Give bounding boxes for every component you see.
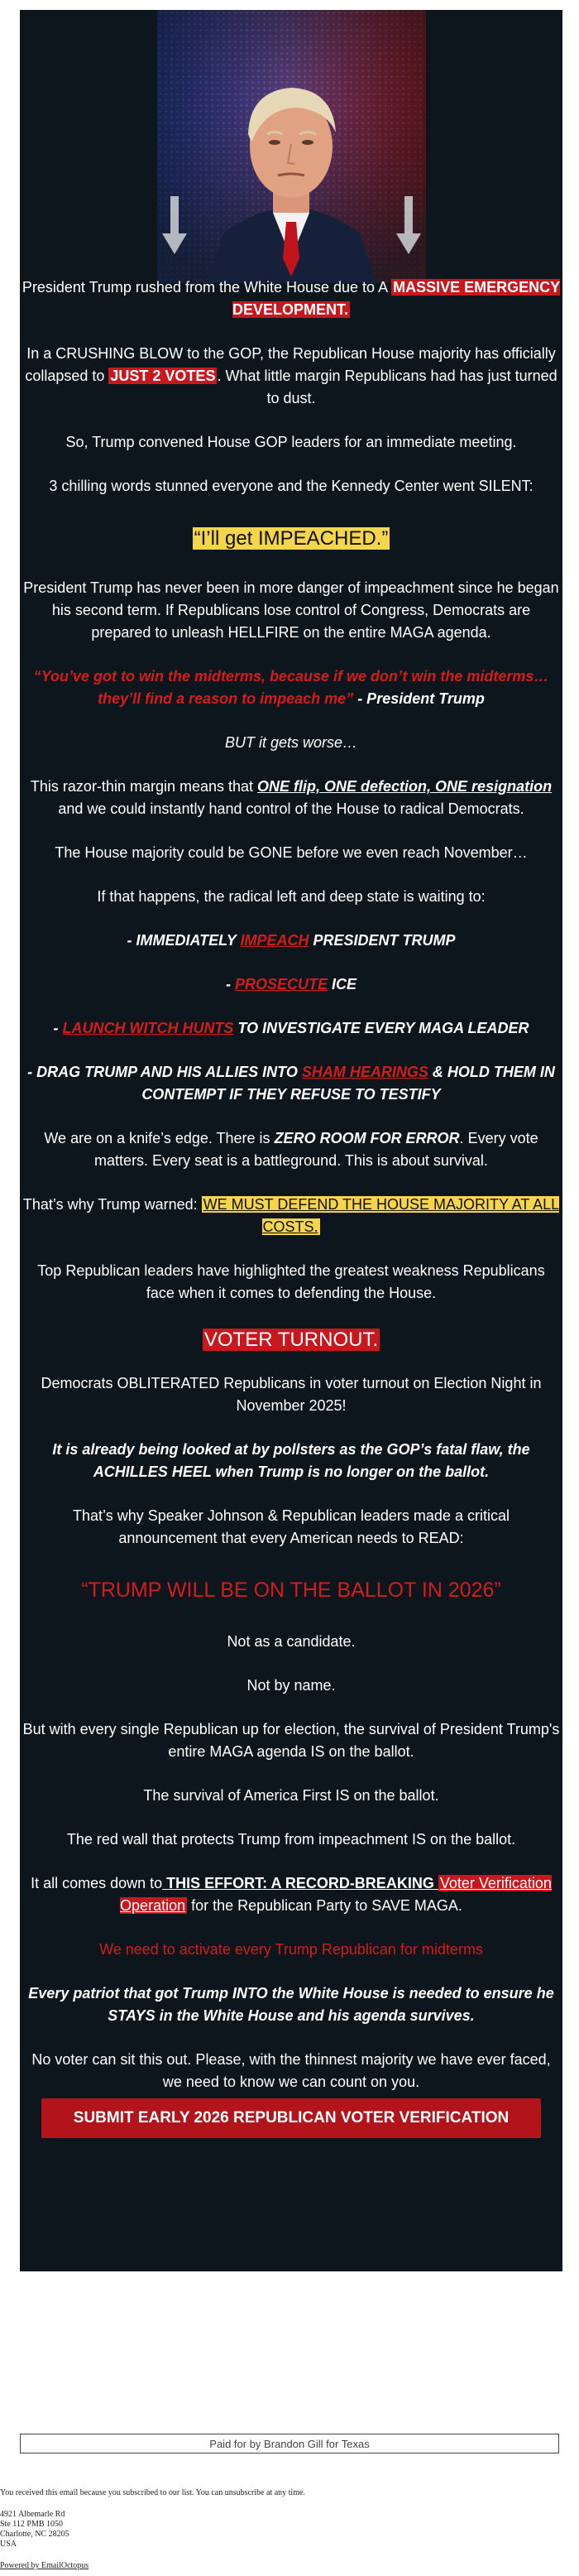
- paragraph-crushing-blow: [20, 343, 562, 410]
- email-card: [20, 10, 562, 2271]
- bullet-prosecute: [20, 973, 562, 996]
- paragraph-no-voter: No voter can sit this out. Please, with the thinnest majority we have ever faced, we need to know we can count on you.: [31, 2051, 551, 2090]
- paragraph-red-wall: The red wall that protects Trump from impeachment IS on the ballot.: [66, 1831, 516, 1848]
- heading-trump-on-ballot: “TRUMP WILL BE ON THE BALLOT IN 2026”: [81, 1579, 501, 1602]
- highlight-ill-get-impeached: “I’ll get IMPEACHED.”: [194, 527, 389, 550]
- quote-impeached: [20, 526, 562, 552]
- paragraph-every-patriot: Every patriot that got Trump INTO the White House is needed to ensure he STAYS in the White House and his agenda survives.: [28, 1985, 554, 2024]
- paragraph-not-candidate: Not as a candidate.: [227, 1633, 356, 1650]
- text: That’s why Trump warned:: [22, 1196, 202, 1213]
- text: In a CRUSHING BLOW to the GOP, the Republican House majority has officially collapsed to: [25, 345, 556, 384]
- hero-image[interactable]: [157, 10, 426, 283]
- text: . Every vote matters. Every seat is a battleground. This is about survival.: [94, 1130, 538, 1169]
- paragraph-gets-worse: BUT it gets worse…: [224, 734, 358, 751]
- paid-for-disclaimer: Paid for by Brandon Gill for Texas: [20, 2434, 559, 2453]
- bullet-impeach: [20, 930, 562, 952]
- emphasis-witch-hunts: LAUNCH WITCH HUNTS: [62, 1020, 234, 1036]
- emphasis-sham-hearings: SHAM HEARINGS: [301, 1064, 428, 1080]
- highlight-voter-turnout: VOTER TURNOUT.: [203, 1329, 379, 1351]
- emphasis-prosecute: PROSECUTE: [234, 976, 328, 992]
- address-line-3: Charlotte, NC 28205: [0, 2530, 69, 2539]
- quote-midterms: “You’ve got to win the midterms, because if we don’t win the midterms… they’ll find a reason to impeach me”: [33, 668, 549, 707]
- paragraph-knife-edge: [20, 1127, 562, 1172]
- text: -: [225, 976, 235, 992]
- email-footer: [0, 2488, 579, 2571]
- paragraph-meeting: So, Trump convened House GOP leaders for an immediate meeting.: [65, 434, 517, 450]
- highlight-just-2-votes: JUST 2 VOTES: [110, 368, 216, 384]
- heading-voter-turnout: [20, 1326, 562, 1354]
- paragraph-obliterated: Democrats OBLITERATED Republicans in voter turnout on Election Night in November 2025!: [41, 1375, 542, 1414]
- emphasis-zero-room: ZERO ROOM FOR ERROR: [274, 1130, 460, 1146]
- paragraph-activate: We need to activate every Trump Republican for midterms: [99, 1941, 483, 1958]
- quote-attribution: - President Trump: [353, 690, 485, 707]
- text: - DRAG TRUMP AND HIS ALLIES INTO: [27, 1064, 302, 1080]
- address-line-4: USA: [0, 2540, 17, 2549]
- bullet-witch-hunts: [20, 1017, 562, 1040]
- text: It all comes down to: [31, 1875, 163, 1891]
- text: This razor-thin margin means that: [30, 778, 258, 795]
- bullet-sham-hearings: [20, 1061, 562, 1106]
- subscription-notice: You received this email because you subscribed to our list. You can unsubscribe at any time.: [0, 2488, 305, 2497]
- paragraph-this-effort: [20, 1872, 562, 1917]
- emphasis-one-flip: ONE flip, ONE defection, ONE resignation: [257, 778, 553, 795]
- link-voter-verification[interactable]: Voter Verification Operation: [120, 1875, 552, 1914]
- paragraph-three-words: 3 chilling words stunned everyone and the Kennedy Center went SILENT:: [49, 478, 534, 494]
- text: for the Republican Party to SAVE MAGA.: [187, 1897, 462, 1914]
- text: TO INVESTIGATE EVERY MAGA LEADER: [233, 1020, 529, 1036]
- email-body: [20, 276, 562, 2138]
- powered-by-link[interactable]: Powered by EmailOctopus: [0, 2561, 89, 2570]
- text: PRESIDENT TRUMP: [309, 932, 456, 949]
- emphasis-impeach: IMPEACH: [240, 932, 309, 949]
- paragraph-emergency: [20, 276, 562, 321]
- paragraph-america-first: The survival of America First IS on the ballot.: [143, 1787, 439, 1804]
- paragraph-weakness: Top Republican leaders have highlighted the greatest weakness Republicans face when it comes to defending the House.: [37, 1262, 545, 1301]
- address-line-1: 4921 Albemarle Rd: [0, 2510, 65, 2519]
- address-line-2: Ste 112 PMB 1050: [0, 2520, 64, 2529]
- paragraph-trump-warned: [20, 1194, 562, 1238]
- paragraph-waiting: If that happens, the radical left and deep state is waiting to:: [97, 888, 486, 905]
- hero-portrait: [157, 10, 426, 283]
- highlight-defend-house: WE MUST DEFEND THE HOUSE MAJORITY AT ALL COSTS.: [203, 1196, 560, 1235]
- paragraph-trump-quote: [20, 666, 562, 710]
- emphasis-this-effort: THIS EFFORT: A RECORD-BREAKING: [162, 1875, 438, 1891]
- paragraph-razor-thin: [20, 776, 562, 820]
- paragraph-danger: President Trump has never been in more danger of impeachment since he began his second term. If Republicans lose control of Congress, Democrats are prepared to unleash HELLFIRE on the entire MAGA agenda.: [23, 579, 559, 641]
- text: We are on a knife’s edge. There is: [44, 1130, 275, 1146]
- paragraph-majority-gone: The House majority could be GONE before we even reach November…: [55, 844, 528, 861]
- text: President Trump rushed from the White House due to A: [22, 279, 392, 296]
- paragraph-achilles-heel: It is already being looked at by pollsters as the GOP’s fatal flaw, the ACHILLES HEEL when Trump is no longer on the ballot.: [52, 1441, 530, 1480]
- paragraph-announcement: That’s why Speaker Johnson & Republican leaders made a critical announcement that every American needs to READ:: [73, 1507, 510, 1546]
- paragraph-every-republican: But with every single Republican up for election, the survival of President Trump's entire MAGA agenda IS on the ballot.: [22, 1721, 560, 1760]
- text: - IMMEDIATELY: [127, 932, 241, 949]
- text: . What little margin Republicans had has just turned to dust.: [217, 368, 557, 406]
- text: -: [53, 1020, 63, 1036]
- text: & HOLD THEM IN CONTEMPT IF THEY REFUSE TO TESTIFY: [141, 1064, 555, 1103]
- paragraph-not-by-name: Not by name.: [246, 1677, 336, 1694]
- submit-verification-button[interactable]: SUBMIT EARLY 2026 REPUBLICAN VOTER VERIFICATION: [41, 2098, 541, 2138]
- highlight-massive-emergency: MASSIVE EMERGENCY DEVELOPMENT.: [232, 279, 561, 318]
- text: and we could instantly hand control of the House to radical Democrats.: [58, 800, 524, 817]
- text: ICE: [328, 976, 357, 992]
